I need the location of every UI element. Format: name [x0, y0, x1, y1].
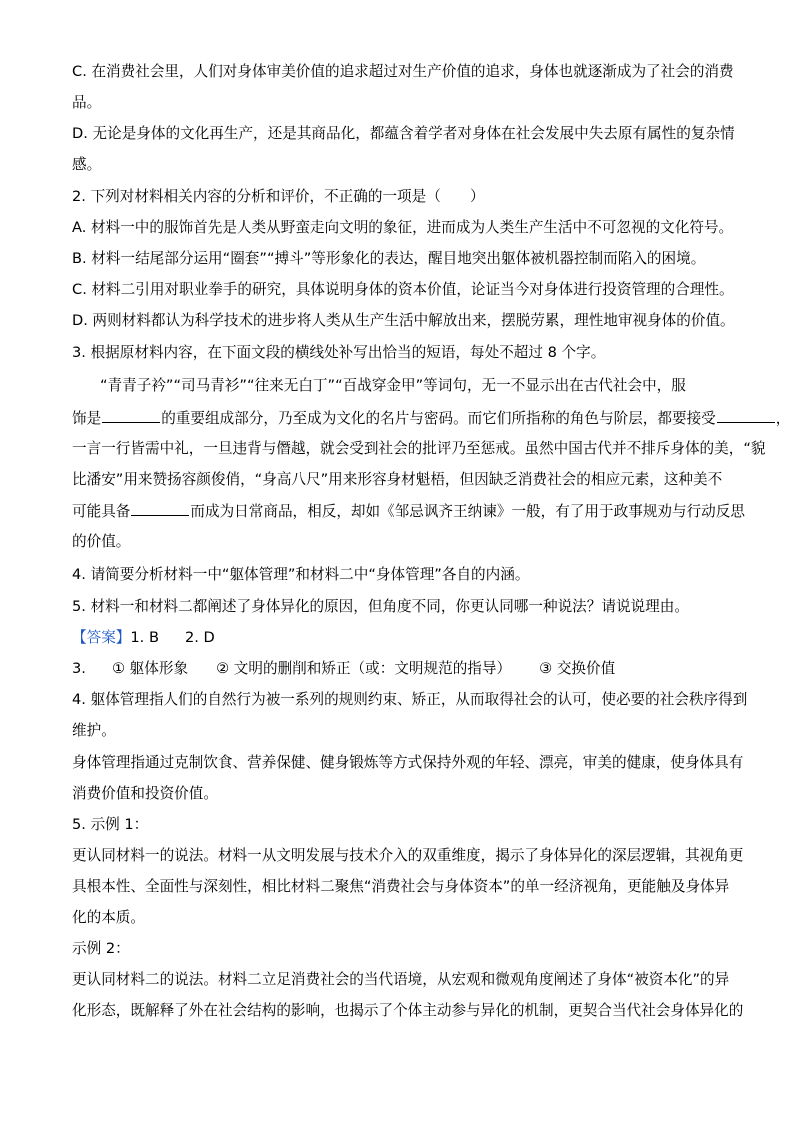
blank-1[interactable] — [102, 408, 160, 423]
answer-4-line-4: 消费价值和投资价值。 — [72, 785, 218, 802]
passage-line-1: “青青子衿”“司马青衫”“往来无白丁”“百战穿金甲”等词句，无一不显示出在古代社会中，服 — [100, 377, 686, 394]
blank-2[interactable] — [717, 408, 775, 423]
passage-text: 可能具备 — [72, 503, 131, 520]
question-2-option-c: C. 材料二引用对职业拳手的研究，具体说明身体的资本价值，论证当今对身体进行投资管理的合理性。 — [72, 281, 734, 298]
blank-3[interactable] — [131, 501, 189, 516]
question-4: 4. 请简要分析材料一中“躯体管理”和材料二中“身体管理”各自的内涵。 — [72, 566, 530, 583]
passage-line-3: 一言一行皆需中礼，一旦违背与僭越，就会受到社会的批评乃至惩戒。虽然中国古代并不排斥身体的美，“貌 — [72, 440, 766, 457]
answer-5-line-5: 化形态，既解释了外在社会结构的影响，也揭示了个体主动参与异化的机制，更契合当代社会身体异化的 — [72, 1002, 744, 1019]
answer-5-example-2-label: 示例 2： — [72, 940, 130, 957]
answer-3-text-2: 文明的删削和矫正（或：文明规范的指导） — [233, 660, 512, 677]
option-d-line-2: 感。 — [72, 156, 102, 173]
question-2: 2. 下列对材料相关内容的分析和评价，不正确的一项是（ ） — [72, 188, 485, 205]
answer-4-line-3: 身体管理指通过克制饮食、营养保健、健身锻炼等方式保持外观的年轻、漂亮，审美的健康，使身体具有 — [72, 754, 744, 771]
answer-3-number: 3. — [72, 660, 86, 677]
question-3: 3. 根据原材料内容，在下面文段的横线处补写出恰当的短语，每处不超过 8 个字。 — [72, 344, 606, 361]
question-5: 5. 材料一和材料二都阐述了身体异化的原因，但角度不同，你更认同哪一种说法？请说说理由。 — [72, 598, 689, 615]
answer-4-line-1: 4. 躯体管理指人们的自然行为被一系列的规则约束、矫正，从而取得社会的认可，使必要的社会秩序得到 — [72, 691, 748, 708]
answer-label: 【答案】 — [72, 629, 131, 646]
passage-line-2 — [72, 408, 790, 429]
passage-text: 的重要组成部分，乃至成为文化的名片与密码。而它们所指称的角色与阶层，都要接受 — [161, 410, 716, 427]
answer-5-example-1-label: 5. 示例 1： — [72, 816, 149, 833]
answer-4-line-2: 维护。 — [72, 722, 116, 739]
question-2-option-d: D. 两则材料都认为科学技术的进步将人类从生产生活中解放出来，摆脱劳累，理性地审视身体的价值。 — [72, 312, 735, 329]
option-c-line-1: C. 在消费社会里，人们对身体审美价值的追求超过对生产价值的追求，身体也就逐渐成为了社会的消费 — [72, 63, 734, 80]
option-c-line-2: 品。 — [72, 94, 102, 111]
marker-3: ③ — [539, 660, 553, 677]
answer-3-text-3: 交换价值 — [556, 660, 616, 677]
answer-5-line-4: 更认同材料二的说法。材料二立足消费社会的当代语境，从宏观和微观角度阐述了身体“被资本化”的异 — [72, 971, 730, 988]
answer-3-text-1: 躯体形象 — [129, 660, 189, 677]
passage-text: 而成为日常商品，相反，却如《邹忌讽齐王纳谏》一般，有了用于政事规劝与行动反思 — [190, 503, 745, 520]
passage-text: ， — [775, 410, 791, 427]
answer-2: 2. D — [184, 629, 215, 646]
passage-line-5 — [72, 501, 745, 522]
answer-1: 1. B — [130, 629, 159, 646]
answer-line-1 — [72, 628, 215, 648]
question-2-option-b: B. 材料一结尾部分运用“圈套”“搏斗”等形象化的表达，醒目地突出躯体被机器控制而陷入的困境。 — [72, 250, 706, 267]
answer-5-line-1: 更认同材料一的说法。材料一从文明发展与技术介入的双重维度，揭示了身体异化的深层逻辑，其视角更 — [72, 847, 744, 864]
passage-text: 饰是 — [72, 410, 102, 427]
marker-1: ① — [111, 660, 126, 677]
answer-3-line — [72, 659, 615, 679]
answer-5-line-2: 具根本性、全面性与深刻性，相比材料二聚焦“消费社会与身体资本”的单一经济视角，更能触及身体异 — [72, 878, 730, 895]
question-2-option-a: A. 材料一中的服饰首先是人类从野蛮走向文明的象征，进而成为人类生产生活中不可忽视的文化符号。 — [72, 219, 734, 236]
passage-line-6: 的价值。 — [72, 533, 131, 550]
passage-line-4: 比潘安”用来赞扬容颜俊俏，“身高八尺”用来形容身材魁梧，但因缺乏消费社会的相应元素，这种美不 — [72, 471, 723, 488]
option-d-line-1: D. 无论是身体的文化再生产，还是其商品化，都蕴含着学者对身体在社会发展中失去原有属性的复杂情 — [72, 125, 735, 142]
marker-2: ② — [216, 660, 230, 677]
answer-5-line-3: 化的本质。 — [72, 909, 145, 926]
